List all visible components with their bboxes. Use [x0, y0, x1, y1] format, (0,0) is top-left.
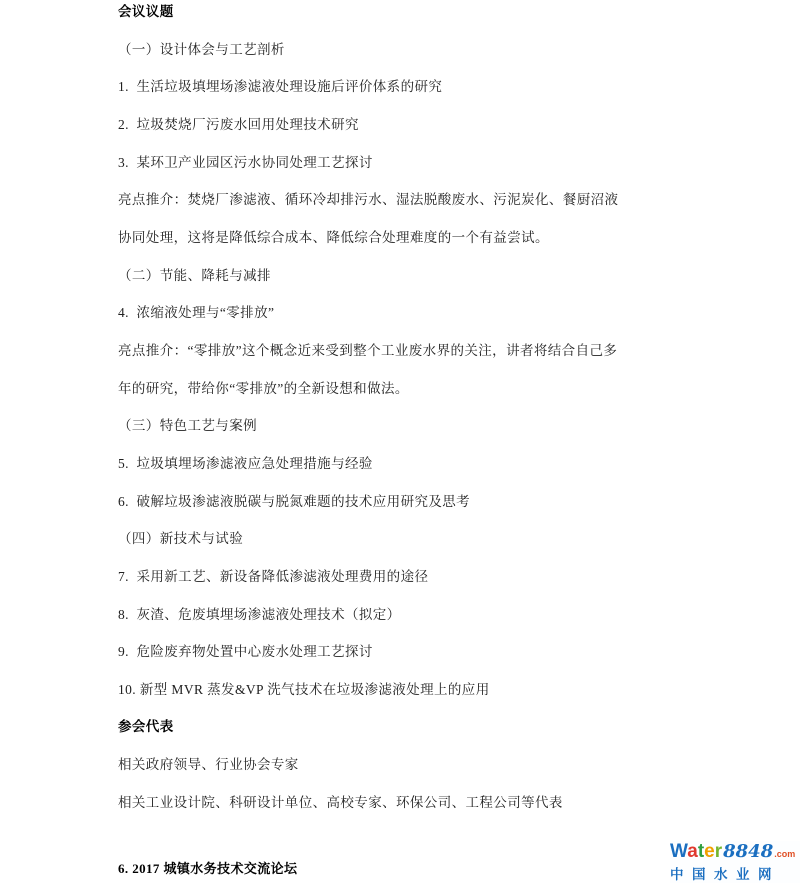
agenda-item-3: 3. 某环卫产业园区污水协同处理工艺探讨	[118, 154, 373, 170]
agenda-item-9: 9. 危险废弃物处置中心废水处理工艺探讨	[118, 644, 373, 660]
logo-domain-suffix: .com	[774, 849, 796, 859]
agenda-item-4: 4. 浓缩液处理与“零排放”	[118, 305, 275, 321]
logo-brand-row	[670, 841, 800, 865]
subsection-heading-1: （一）设计体会与工艺剖析	[118, 41, 285, 57]
highlight-intro2-line-2: 年的研究，带给你“零排放”的全新设想和做法。	[118, 380, 409, 396]
highlight-intro-line-2: 协同处理，这将是降低综合成本、降低综合处理难度的一个有益尝试。	[118, 229, 549, 245]
subsection-heading-4: （四）新技术与试验	[118, 531, 244, 547]
highlight-intro-line-1: 亮点推介：焚烧厂渗滤液、循环冷却排污水、湿法脱酸废水、污泥炭化、餐厨沼液	[118, 192, 619, 208]
logo-letter-a: a	[687, 841, 698, 862]
section-heading-agenda: 会议议题	[118, 4, 174, 19]
logo-letter-t: t	[697, 841, 705, 862]
agenda-item-1: 1. 生活垃圾填埋场渗滤液处理设施后评价体系的研究	[118, 79, 443, 95]
logo-letter-e: e	[704, 841, 715, 862]
agenda-item-7: 7. 采用新工艺、新设备降低渗滤液处理费用的途径	[118, 568, 429, 584]
logo-water-word	[670, 841, 722, 863]
logo-letter-w: W	[670, 841, 688, 862]
logo-chinese-name: 中国水业网	[670, 867, 780, 882]
document-body	[118, 0, 770, 821]
subsection-heading-2: （二）节能、降耗与减排	[118, 267, 271, 283]
agenda-item-6: 6. 破解垃圾渗滤液脱碳与脱氮难题的技术应用研究及思考	[118, 493, 471, 509]
agenda-item-8: 8. 灰渣、危废填埋场渗滤液处理技术（拟定）	[118, 606, 401, 622]
logo-letter-r: r	[714, 841, 723, 862]
attendees-line-1: 相关政府领导、行业协会专家	[118, 757, 299, 773]
attendees-line-2: 相关工业设计院、科研设计单位、高校专家、环保公司、工程公司等代表	[118, 794, 563, 810]
agenda-item-5: 5. 垃圾填埋场渗滤液应急处理措施与经验	[118, 455, 373, 471]
water8848-logo	[670, 841, 800, 883]
agenda-item-2: 2. 垃圾焚烧厂污废水回用处理技术研究	[118, 116, 359, 132]
footer-forum-title: 6. 2017 城镇水务技术交流论坛	[118, 861, 298, 876]
agenda-item-10: 10. 新型 MVR 蒸发&VP 洗气技术在垃圾渗滤液处理上的应用	[118, 681, 490, 697]
section-heading-attendees: 参会代表	[118, 719, 174, 735]
subsection-heading-3: （三）特色工艺与案例	[118, 418, 257, 434]
logo-number: 8848	[723, 841, 774, 862]
highlight-intro2-line-1: 亮点推介：“零排放”这个概念近来受到整个工业废水界的关注，讲者将结合自己多	[118, 342, 618, 358]
